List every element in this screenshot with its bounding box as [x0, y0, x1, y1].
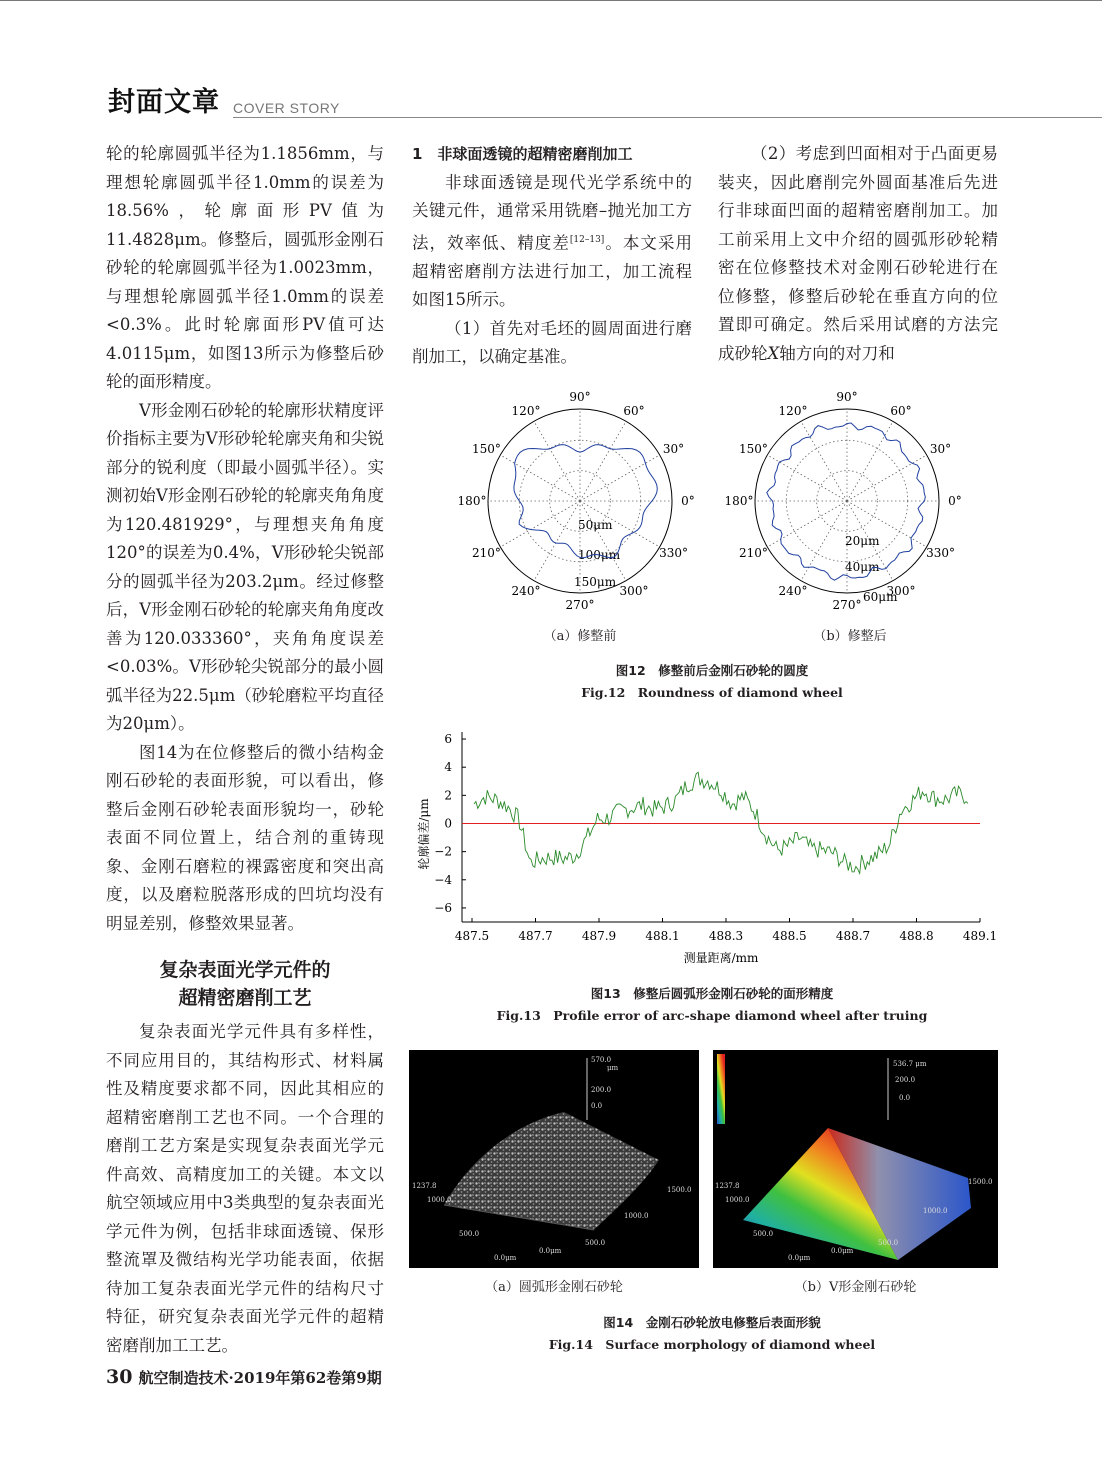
- axis-symbol: X: [767, 343, 780, 363]
- figure-14-caption-cn: 图14 金刚石砂轮放电修整后表面形貌: [603, 1315, 821, 1330]
- angle-label: 210°: [472, 546, 501, 560]
- angle-label: 240°: [511, 584, 541, 599]
- angle-label: 180°: [457, 494, 487, 508]
- scale-label: 1500.0: [968, 1178, 993, 1186]
- scale-label: 200.0: [895, 1076, 916, 1084]
- scale-label: 0.0μm: [539, 1247, 562, 1255]
- y-axis-label: 轮廓偏差/μm: [417, 798, 431, 870]
- paragraph: [412, 169, 692, 315]
- journal-info: 航空制造技术·2019年第62卷第9期: [138, 1369, 382, 1387]
- paragraph: （1）首先对毛坯的圆周面进行磨削加工，以确定基准。: [412, 318, 692, 366]
- angle-label: 240°: [778, 584, 808, 599]
- page-footer: [106, 1366, 382, 1388]
- figure-13-caption-en: Fig.13 Profile error of arc-shape diamond wheel after truing: [496, 1008, 928, 1023]
- angle-label: 300°: [619, 584, 649, 599]
- angle-label: 60°: [890, 403, 912, 418]
- scale-label: 570.0: [591, 1056, 612, 1064]
- x-tick-label: 487.5: [454, 929, 490, 943]
- polar-spoke: [847, 455, 927, 501]
- scale-label: 0.0μm: [494, 1254, 517, 1262]
- polar-spoke: [580, 501, 626, 581]
- subcaption-b: （b）修整后: [813, 629, 887, 644]
- scale-label: 0.0μm: [788, 1254, 811, 1262]
- figure-14-caption-en: Fig.14 Surface morphology of diamond wheel: [548, 1337, 876, 1352]
- profile-series-line: [474, 772, 968, 873]
- scale-label: 500.0: [459, 1230, 480, 1238]
- scale-label: 0.0: [899, 1094, 911, 1102]
- angle-label: 90°: [569, 390, 591, 404]
- ring-label: 40μm: [845, 560, 880, 574]
- paragraph: 图14为在位修整后的微小结构金刚石砂轮的表面形貌，可以看出，修整后金刚石砂轮表面形貌均一，砂轮表面不同位置上，结合剂的重铸现象、金刚石磨粒的裸露密度和突出高度，以及磨粒脱落形成的凹坑均没有明显差别，修整效果显著。: [106, 742, 384, 933]
- angle-label: 270°: [565, 598, 595, 612]
- figure-13-profile-chart: [410, 722, 1010, 972]
- column-title: 封面文章: [108, 87, 220, 118]
- polar-spoke: [801, 501, 847, 581]
- x-tick-label: 488.3: [708, 929, 744, 943]
- scale-label: μm: [607, 1064, 619, 1072]
- y-tick-label: 4: [444, 760, 452, 775]
- figure-12-polar-plots: [430, 385, 990, 625]
- ring-label: 60μm: [863, 590, 898, 604]
- subcaption-a: （a）圆弧形金刚石砂轮: [485, 1280, 623, 1295]
- scale-label: 500.0: [585, 1239, 606, 1247]
- angle-label: 90°: [836, 390, 858, 404]
- polar-spoke: [534, 501, 580, 581]
- page-number: 30: [106, 1366, 133, 1388]
- angle-label: 270°: [832, 598, 862, 612]
- header-rule: [233, 117, 1102, 118]
- angle-label: 30°: [662, 442, 685, 456]
- angle-label: 210°: [739, 546, 768, 560]
- angle-label: 30°: [929, 442, 952, 456]
- polar-spoke: [500, 501, 580, 547]
- polar-plot-after: [725, 390, 962, 612]
- angle-label: 330°: [926, 546, 955, 560]
- ring-label: 20μm: [845, 534, 880, 548]
- y-tick-label: −2: [434, 844, 452, 859]
- figure-13-caption-cn: 图13 修整后圆弧形金刚石砂轮的面形精度: [590, 986, 834, 1001]
- x-tick-label: 488.1: [645, 929, 680, 943]
- angle-label: 150°: [739, 442, 768, 456]
- polar-spoke: [534, 421, 580, 501]
- figure-12-caption-en: Fig.12 Roundness of diamond wheel: [581, 685, 843, 700]
- section-heading: 1 非球面透镜的超精密磨削加工: [412, 145, 633, 163]
- x-tick-label: 488.8: [899, 929, 934, 943]
- profile-chart: [416, 732, 997, 965]
- polar-spoke: [500, 455, 580, 501]
- surface-image-arc-wheel: [409, 1050, 699, 1268]
- section-title-line-2: 超精密磨削工艺: [178, 987, 312, 1009]
- text-run: （2）考虑到凹面相对于凸面更易装夹，因此磨削完外圆面基准后先进行非球面凹面的超精密磨削加工。加工前采用上文中介绍的圆弧形砂轮精密在位修整技术对金刚石砂轮进行在位修整，修整后砂轮在垂直方向的位置即可确定。然后采用试磨的方法完成砂轮: [718, 144, 998, 363]
- ring-label: 50μm: [578, 518, 613, 532]
- angle-label: 0°: [681, 494, 695, 508]
- subcaption-a: （a）修整前: [543, 629, 617, 644]
- angle-label: 180°: [724, 494, 754, 508]
- scale-label: 0.0μm: [831, 1247, 854, 1255]
- x-tick-label: 488.7: [835, 929, 871, 943]
- angle-label: 120°: [511, 403, 541, 418]
- text-column-2: [412, 140, 692, 372]
- y-tick-label: −6: [434, 900, 452, 915]
- section-title-line-1: 复杂表面光学元件的: [159, 959, 331, 981]
- angle-label: 60°: [623, 403, 645, 418]
- scale-label: 1000.0: [923, 1207, 948, 1215]
- text-column-1: [106, 140, 384, 1360]
- top-rule: [0, 0, 1102, 1]
- ring-label: 150μm: [574, 575, 617, 589]
- angle-label: 300°: [886, 584, 916, 599]
- subcaption-b: （b）V形金刚石砂轮: [794, 1280, 917, 1295]
- scale-label: 500.0: [878, 1239, 899, 1247]
- angle-label: 120°: [778, 403, 808, 418]
- polar-spoke: [801, 421, 847, 501]
- column-title-en: COVER STORY: [233, 100, 340, 116]
- angle-label: 0°: [948, 494, 962, 508]
- scale-label: 1237.8: [715, 1182, 740, 1190]
- text-run: 。本文采用超精密磨削方法进行加工，加工流程如图15所示。: [412, 233, 693, 309]
- polar-spoke: [580, 421, 626, 501]
- y-tick-label: 6: [444, 732, 452, 747]
- paragraph: [718, 140, 998, 368]
- scale-label: 0.0: [591, 1102, 603, 1110]
- scale-label: 200.0: [591, 1086, 612, 1094]
- paragraph: 复杂表面光学元件具有多样性，不同应用目的，其结构形式、材料属性及精度要求都不同，因此其相应的超精密磨削工艺也不同。一个合理的磨削工艺方案是实现复杂表面光学元件高效、高精度加工的关键。本文以航空领域应用中3类典型的复杂表面光学元件为例，包括非球面透镜、保形整流罩及微结构光学功能表面，依据待加工复杂表面光学元件的结构尺寸特征，研究复杂表面光学元件的超精密磨削加工工艺。: [106, 1022, 384, 1355]
- y-tick-label: −4: [434, 872, 452, 887]
- y-tick-label: 2: [444, 788, 452, 803]
- text-run: 非球面透镜是现代光学系统中的关键元件，通常采用铣磨–抛光加工方法，效率低、精度差: [412, 172, 692, 252]
- x-axis-label: 测量距离/mm: [683, 951, 759, 965]
- page-header: [108, 80, 1008, 120]
- scale-label: 1237.8: [412, 1182, 437, 1190]
- ring-label: 100μm: [578, 548, 621, 562]
- text-column-3: [718, 140, 998, 368]
- x-tick-label: 487.7: [518, 929, 553, 943]
- x-tick-label: 488.5: [772, 929, 807, 943]
- citation: [12–13]: [569, 234, 605, 245]
- paragraph: 轮的轮廓圆弧半径为1.1856mm，与理想轮廓圆弧半径1.0mm的误差为18.56%，轮廓面形PV值为11.4828μm。修整后，圆弧形金刚石砂轮的轮廓圆弧半径为1.0023mm，与理想轮廓圆弧半径1.0mm的误差<0.3%。此时轮廓面形PV值可达4.0115μm，如图13所示为修整后砂轮的面形精度。: [106, 144, 384, 391]
- angle-label: 330°: [659, 546, 688, 560]
- polar-plot-before: [458, 390, 695, 612]
- scale-label: 1500.0: [667, 1186, 692, 1194]
- scale-label: 536.7 μm: [893, 1060, 927, 1068]
- figure-12-caption-cn: 图12 修整前后金刚石砂轮的圆度: [615, 663, 809, 678]
- polar-spoke: [767, 501, 847, 547]
- angle-label: 150°: [472, 442, 501, 456]
- paragraph: V形金刚石砂轮的轮廓形状精度评价指标主要为V形砂轮轮廓夹角和尖锐部分的锐利度（即最小圆弧半径）。实测初始V形金刚石砂轮的轮廓夹角角度为120.481929°，与理想夹角角度120°的误差为0.4%，V形砂轮尖锐部分的圆弧半径为203.2μm。经过修整后，V形金刚石砂轮的轮廓夹角角度改善为120.033360°，夹角角度误差<0.03%。V形砂轮尖锐部分的最小圆弧半径为22.5μm（砂轮磨粒平均直径为20μm）。: [106, 400, 384, 733]
- scale-label: 1000.0: [624, 1212, 649, 1220]
- scale-label: 500.0: [753, 1230, 774, 1238]
- x-tick-label: 487.9: [581, 929, 617, 943]
- surface-image-v-wheel: [713, 1050, 998, 1268]
- text-run: 轴方向的对刀和: [779, 343, 895, 363]
- scale-label: 1000.0: [725, 1196, 750, 1204]
- polar-spoke: [580, 455, 660, 501]
- y-tick-label: 0: [444, 816, 452, 831]
- scale-label: 1000.0: [427, 1196, 452, 1204]
- x-tick-label: 489.1: [962, 929, 998, 943]
- section-title: [106, 956, 384, 1012]
- polar-spoke: [847, 421, 893, 501]
